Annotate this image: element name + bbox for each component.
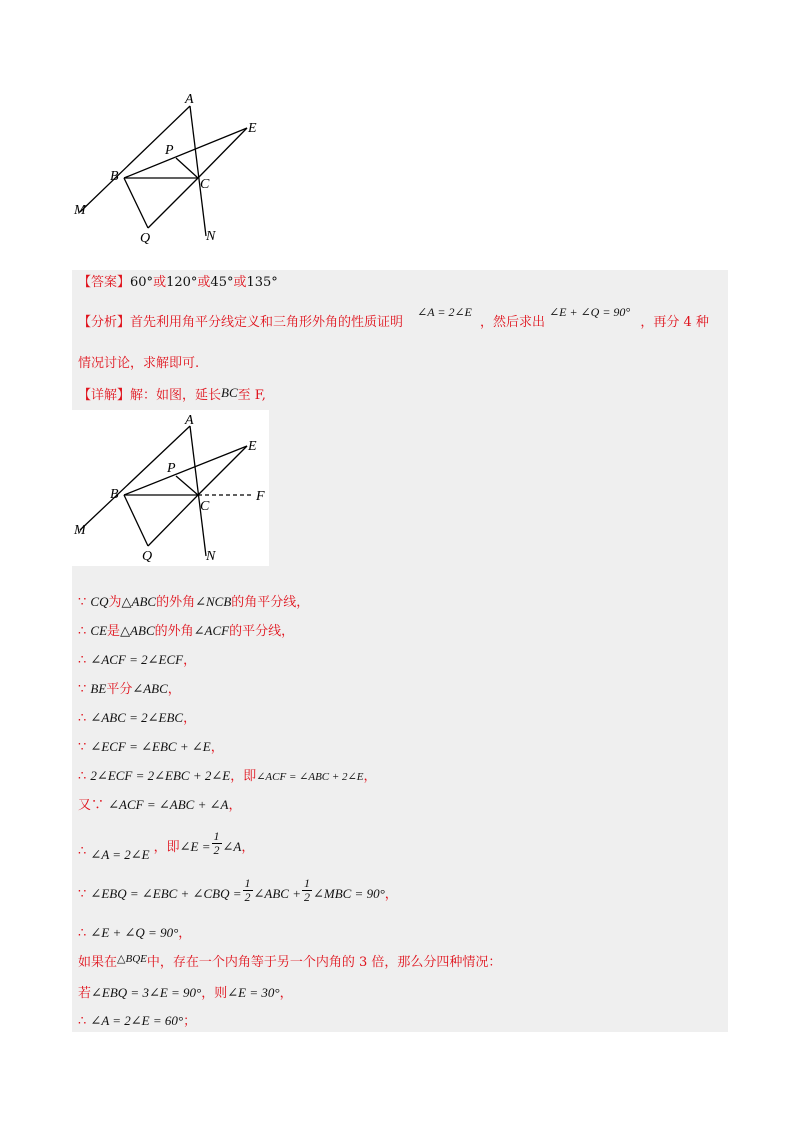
step-symbol: ∵ [78, 740, 87, 755]
line-c-p [176, 158, 198, 178]
analysis-text-3: ，再分 4 种 [640, 315, 709, 330]
analysis-tag: 【分析】 [78, 315, 131, 330]
label-m: M [74, 203, 86, 218]
step-text: ， [363, 769, 377, 784]
line-q-c [148, 178, 198, 228]
step-text: ， [167, 682, 181, 697]
step-symbol: ∴ [78, 711, 87, 726]
fraction-numerator: 1 [213, 829, 220, 843]
label-e: E [248, 121, 257, 136]
fraction-denominator: 2 [244, 890, 251, 904]
step-9 [78, 830, 254, 862]
label-n: N [206, 549, 216, 564]
label-e: E [248, 439, 257, 454]
step-symbol: ∴ [78, 769, 87, 784]
answer-or-2: 或 [197, 275, 211, 290]
step-6 [78, 738, 224, 757]
step-text: 平分 [106, 682, 133, 697]
step-symbol: 又∵ [78, 798, 105, 813]
line-c-e [198, 446, 247, 495]
step-13 [78, 984, 293, 1003]
line-mb-a [80, 106, 190, 212]
step-text: 的角平分线， [231, 595, 310, 610]
step-10 [78, 877, 398, 909]
detail-line [78, 386, 266, 405]
answer-or-1: 或 [153, 275, 167, 290]
analysis-text-2: ，然后求出 [479, 315, 545, 330]
step-math: ∠A [222, 839, 242, 854]
analysis-line [78, 305, 709, 332]
step-text: ， [228, 798, 242, 813]
detail-text-1: 解：如图，延长 [130, 388, 222, 403]
label-m: M [74, 523, 86, 538]
label-n: N [206, 229, 216, 244]
step-math: △BQE [117, 953, 147, 965]
step-symbol: ∴ [78, 653, 87, 668]
step-text: 为 [108, 595, 122, 610]
step-text: 的平分线， [229, 624, 295, 639]
step-math: CQ [90, 594, 109, 609]
answer-line [78, 274, 278, 292]
step-symbol: ∴ [78, 624, 87, 639]
step-text: 如果在 [78, 955, 118, 970]
answer-or-3: 或 [233, 275, 247, 290]
label-b: B [110, 487, 119, 502]
fraction-numerator: 1 [303, 876, 310, 890]
analysis-text-1: 首先利用角平分线定义和三角形外角的性质证明 [130, 315, 404, 330]
step-math: △ABC [121, 594, 157, 609]
fraction-one-half [302, 877, 312, 904]
step-symbol: ∵ [78, 595, 87, 610]
step-math: ∠ACF = 2∠ECF [90, 652, 184, 667]
step-text: ，即 [153, 840, 180, 855]
label-c: C [200, 499, 210, 514]
fraction-denominator: 2 [303, 890, 310, 904]
step-math: ∠EBQ = ∠EBC + ∠CBQ = [90, 886, 242, 901]
step-symbol: ∴ [78, 844, 87, 859]
step-text: ，则 [201, 986, 228, 1001]
step-symbol: ∵ [78, 887, 87, 902]
analysis-math-2: ∠E + ∠Q = 90° [549, 305, 631, 319]
step-math: ∠A = 2∠E = 60° [90, 1013, 184, 1028]
step-3 [78, 651, 196, 670]
step-math: BE [90, 681, 107, 696]
answer-value-3: 45° [210, 275, 234, 290]
step-math: ∠MBC = 90° [312, 886, 385, 901]
step-text: 的外角 [154, 624, 194, 639]
detail-tag: 【详解】 [78, 388, 131, 403]
line-q-c [148, 495, 198, 546]
analysis-math-1: ∠A = 2∠E [417, 305, 472, 319]
label-p: P [167, 461, 176, 476]
fraction-denominator: 2 [213, 843, 220, 857]
step-text: 的外角 [156, 595, 196, 610]
step-math: ∠ACF = ∠ABC + ∠A [108, 797, 229, 812]
detail-math-1: BC [221, 385, 238, 400]
step-14 [78, 1012, 196, 1031]
label-q: Q [142, 549, 153, 564]
step-math: CE [90, 623, 108, 638]
answer-tag: 【答案】 [78, 275, 131, 290]
step-1 [78, 593, 309, 612]
line-c-e [198, 128, 247, 178]
line-b-q [124, 495, 148, 546]
step-text: 若 [78, 986, 92, 1001]
figure-2-frame [72, 410, 269, 566]
step-7 [78, 767, 377, 786]
step-text: ； [183, 1014, 197, 1029]
step-4 [78, 680, 181, 699]
step-math: △ABC [120, 623, 155, 638]
step-text: 中，存在一个内角等于另一个内角的 3 倍，那么分四种情况： [146, 955, 502, 970]
step-math: ∠EBQ = 3∠E = 90° [91, 985, 202, 1000]
step-math: ∠NCB [195, 594, 232, 609]
step-text: ，即 [230, 769, 257, 784]
line-mb-a [80, 426, 190, 530]
answer-value-1: 60° [130, 275, 154, 290]
step-text: ， [384, 887, 398, 902]
line-c-p [176, 476, 198, 495]
label-c: C [200, 177, 210, 192]
step-text: ， [241, 840, 255, 855]
step-math: ∠ACF [193, 623, 230, 638]
step-12 [78, 954, 501, 972]
label-q: Q [140, 231, 151, 246]
step-math: ∠ACF = ∠ABC + 2∠E [256, 771, 364, 783]
step-text: 是 [107, 624, 121, 639]
step-math: ∠ABC = 2∠EBC [90, 710, 184, 725]
step-text: ， [178, 926, 192, 941]
line-b-q [124, 178, 148, 228]
step-math: 2∠ECF = 2∠EBC + 2∠E [90, 768, 231, 783]
step-math: ∠ECF = ∠EBC + ∠E [90, 739, 211, 754]
step-text: ， [210, 740, 224, 755]
step-math: ∠E + ∠Q = 90° [90, 925, 179, 940]
step-math: ∠ABC [132, 681, 168, 696]
detail-text-2: 至 F, [237, 388, 266, 403]
label-p: P [165, 143, 174, 158]
answer-value-2: 120° [166, 275, 198, 290]
label-b: B [110, 169, 119, 184]
step-8 [78, 796, 241, 815]
step-symbol: ∴ [78, 926, 87, 941]
step-5 [78, 709, 196, 728]
step-2 [78, 622, 294, 641]
line-a-n [190, 106, 206, 236]
step-text: ， [279, 986, 293, 1001]
line-b-e [124, 128, 247, 178]
step-symbol: ∵ [78, 682, 87, 697]
geometry-figure-1 [72, 88, 272, 248]
analysis-line-2: 情况讨论，求解即可. [78, 356, 200, 371]
fraction-numerator: 1 [244, 876, 251, 890]
step-math: ∠E = 30° [227, 985, 280, 1000]
answer-value-4: 135° [246, 275, 278, 290]
step-math: ∠ABC + [253, 886, 301, 901]
step-11 [78, 924, 191, 943]
step-text: ， [183, 653, 197, 668]
step-math: ∠E = [179, 839, 211, 854]
fraction-one-half [243, 877, 253, 904]
label-a: A [185, 92, 194, 107]
step-text: ， [183, 711, 197, 726]
step-math: ∠A = 2∠E [90, 847, 150, 862]
label-f: F [256, 489, 265, 504]
geometry-figure-2 [72, 410, 269, 566]
fraction-one-half [212, 830, 222, 857]
step-symbol: ∴ [78, 1014, 87, 1029]
label-a: A [185, 413, 194, 428]
